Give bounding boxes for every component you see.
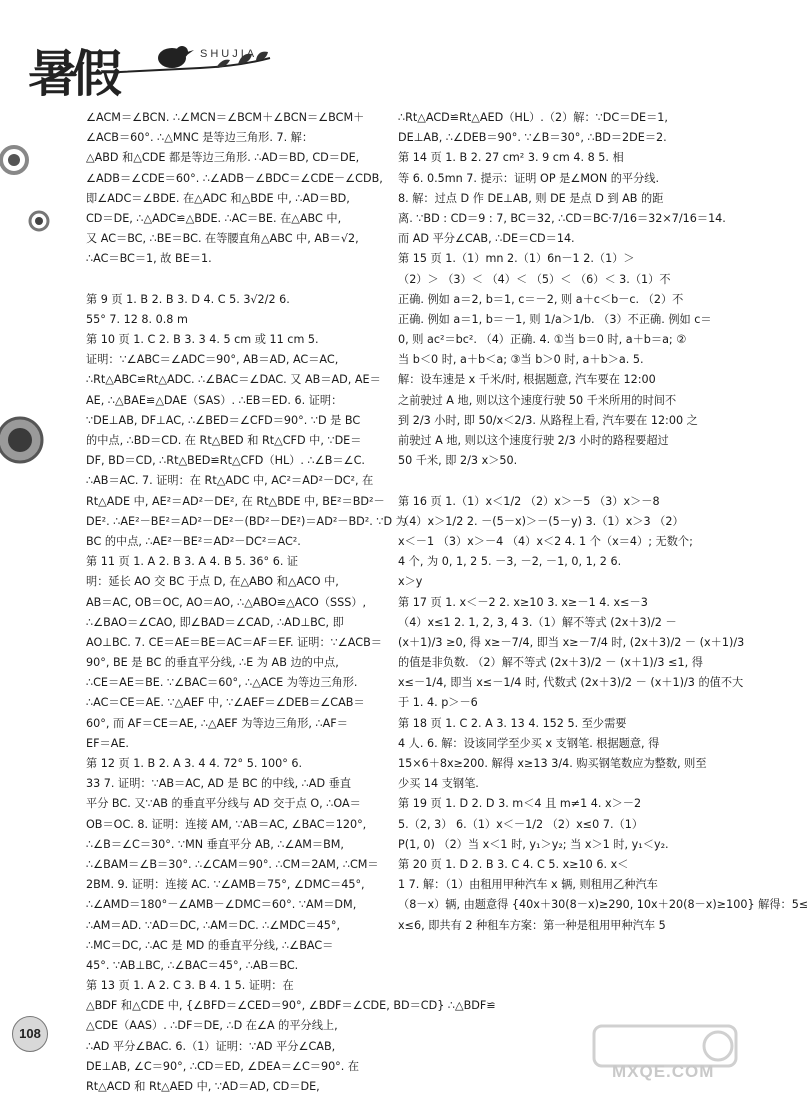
answer-line: （8－x）辆, 由题意得 {40x＋30(8－x)≥290, 10x＋20(8－x)≥100} 解得：5≤ <box>398 898 808 912</box>
answer-line: ∴Rt△ABC≌Rt△ADC. ∴∠BAC＝∠DAC. 又 AB＝AD, AE＝ <box>86 373 381 387</box>
answer-line: AE, ∴△BAE≌△DAE（SAS）. ∴EB＝ED. 6. 证明： <box>86 393 343 407</box>
answer-line: EF＝AE. <box>86 736 129 750</box>
answer-line <box>398 471 700 491</box>
answer-line: 8. 解：过点 D 作 DE⊥AB, 则 DE 是点 D 到 AB 的距 <box>398 191 664 205</box>
answer-line: ∴∠BAO＝∠CAO, 即∠BAD＝∠CAD, ∴AD⊥BC, 即 <box>86 615 344 629</box>
answer-line: 第 15 页 1.（1）mn 2.（1）6n－1 2.（1）＞ <box>398 252 635 266</box>
answer-line: 正确. 例如 a＝2, b＝1, c＝－2, 则 a＋c＜b－c. （2）不 <box>398 292 684 306</box>
answer-line: 等 6. 0.5mn 7. 提示：证明 OP 是∠MON 的平分线. <box>398 171 660 185</box>
answer-line: 第 19 页 1. D 2. D 3. m＜4 且 m≠1 4. x＞－2 <box>398 797 642 811</box>
answer-line: 第 9 页 1. B 2. B 3. D 4. C 5. 3√2/2 6. <box>86 292 290 306</box>
answer-line: P(1, 0) （2）当 x＜1 时, y₁＞y₂; 当 x＞1 时, y₁＜y₂. <box>398 837 669 851</box>
answer-line: 于 1. 4. p＞－6 <box>398 696 478 710</box>
answer-line: 4 个, 为 0, 1, 2 5. －3, －2, －1, 0, 1, 2 6. <box>398 555 622 569</box>
answer-line: ∵DE⊥AB, DF⊥AC, ∴∠BED＝∠CFD＝90°. ∵D 是 BC <box>86 413 361 427</box>
answer-line: DE⊥AB, ∴∠DEB＝90°. ∵∠B＝30°, ∴BD＝2DE＝2. <box>398 131 667 145</box>
answer-line: 0, 则 ac²＝bc². （4）正确. 4. ①当 b＝0 时, a＋b＝a; ② <box>398 333 687 347</box>
answer-line: CD＝DE, ∴△ADC≌△BDE. ∴AC＝BE. 在△ABC 中, <box>86 211 342 225</box>
answer-line: 90°, BE 是 BC 的垂直平分线, ∴E 为 AB 边的中点, <box>86 656 339 670</box>
answer-line: 5.（2, 3） 6.（1）x＜－1/2 （2）x≤0 7.（1） <box>398 817 644 831</box>
answer-line: △BDF 和△CDE 中, {∠BFD＝∠CED＝90°, ∠BDF＝∠CDE, BD＝CD} ∴△BDF≌ <box>86 999 496 1013</box>
answer-line: 正确. 例如 a＝1, b＝－1, 则 1/a＞1/b. （3）不正确. 例如 c＝ <box>398 312 712 326</box>
answer-line: DF, BD＝CD, ∴Rt△BED≌Rt△CFD（HL）. ∴∠B＝∠C. <box>86 454 365 468</box>
answer-line: 当 b＜0 时, a＋b＜a; ③当 b＞0 时, a＋b＞a. 5. <box>398 353 644 367</box>
answer-line: （4）x＞1/2 2. －(5－x)＞－(5－y) 3.（1）x＞3 （2） <box>398 514 684 528</box>
answer-line: 的中点, ∴BD＝CD. 在 Rt△BED 和 Rt△CFD 中, ∵DE＝ <box>86 434 362 447</box>
answer-line: 第 12 页 1. B 2. A 3. 4 4. 72° 5. 100° 6. <box>86 757 303 770</box>
answer-line: ∴MC＝DC, ∴AC 是 MD 的垂直平分线, ∴∠BAC＝ <box>86 938 334 952</box>
answer-line: 解：设车速是 x 千米/时, 根据题意, 汽车要在 12:00 <box>398 373 656 387</box>
page-number: 108 <box>12 1016 48 1052</box>
answer-line: x≤－1/4, 即当 x≤－1/4 时, 代数式 (2x＋3)/2 － (x＋1)/3 的值不大 <box>398 676 744 690</box>
answer-line: ∴CE＝AE＝BE. ∵∠BAC＝60°, ∴△ACE 为等边三角形. <box>86 676 358 690</box>
answer-line: x＜－1 （3）x＞－4 （4）x＜2 4. 1 个（x＝4）; 无数个; <box>398 534 693 548</box>
answer-line: （4）x≤1 2. 1, 2, 3, 4 3.（1）解不等式 (2x＋3)/2 － <box>398 615 677 629</box>
answer-line: ∠ACB＝60°. ∴△MNC 是等边三角形. 7. 解： <box>86 131 314 145</box>
answer-line: ∴∠B＝∠C＝30°. ∵MN 垂直平分 AB, ∴∠AM＝BM, <box>86 837 344 851</box>
answer-line: Rt△ADE 中, AE²＝AD²－DE², 在 Rt△BDE 中, BE²＝BD²－ <box>86 494 385 508</box>
answer-line: DE². ∴AE²－BE²＝AD²－DE²－(BD²－DE²)＝AD²－BD². ∵D 为 <box>86 514 407 528</box>
answer-line: 之前驶过 A 地, 则以这个速度行驶 50 千米所用的时间不 <box>398 393 677 407</box>
answer-line: ∠ADB＝∠CDE＝60°. ∴∠ADB－∠BDC＝∠CDE－∠CDB, <box>86 171 383 185</box>
answer-line: 45°. ∵AB⊥BC, ∴∠BAC＝45°, ∴AB＝BC. <box>86 958 299 972</box>
answer-line: 证明：∵∠ABC＝∠ADC＝90°, AB＝AD, AC＝AC, <box>86 353 339 367</box>
answer-line: x＞y <box>398 575 423 589</box>
answer-line: ∴AC＝CE＝AE. ∵△AEF 中, ∵∠AEF＝∠DEB＝∠CAB＝ <box>86 696 365 710</box>
answer-line: 第 20 页 1. D 2. B 3. C 4. C 5. x≥10 6. x＜ <box>398 857 629 871</box>
answer-line: ∴AM＝AD. ∵AD＝DC, ∴AM＝DC. ∴∠MDC＝45°, <box>86 918 341 932</box>
right-answer-column <box>398 108 808 936</box>
answer-line: 2BM. 9. 证明：连接 AC. ∵∠AMB＝75°, ∠DMC＝45°, <box>86 878 365 892</box>
answer-line: x≤6, 即共有 2 种租车方案：第一种是租用甲种汽车 5 <box>398 918 666 932</box>
ring-decoration-icon <box>0 140 36 180</box>
watermark-text: MXQE.COM <box>612 1062 715 1081</box>
answer-line: 离. ∵BD : CD＝9 : 7, BC＝32, ∴CD＝BC·7/16＝32×7/16＝14. <box>398 211 726 225</box>
answer-line: 又 AC＝BC, ∴BE＝BC. 在等腰直角△ABC 中, AB＝√2, <box>86 232 359 246</box>
bird-branch-icon <box>120 28 280 98</box>
answer-line: 60°, 而 AF＝CE＝AE, ∴△AEF 为等边三角形, ∴AF＝ <box>86 716 348 730</box>
answer-line <box>86 270 374 290</box>
answer-line: 而 AD 平分∠CAB, ∴DE＝CD＝14. <box>398 232 575 246</box>
answer-line: 第 11 页 1. A 2. B 3. A 4. B 5. 36° 6. 证 <box>86 555 299 569</box>
answer-line: Rt△ACD 和 Rt△AED 中, ∵AD＝AD, CD＝DE, <box>86 1080 320 1093</box>
answer-line: ∠ACM＝∠BCN. ∴∠MCN＝∠BCM＋∠BCN＝∠BCM＋ <box>86 111 365 124</box>
answer-line: 第 16 页 1.（1）x＜1/2 （2）x＞－5 （3）x＞－8 <box>398 494 660 508</box>
answer-line: △ABD 和△CDE 都是等边三角形. ∴AD＝BD, CD＝DE, <box>86 151 360 165</box>
answer-line: ∴∠AMD＝180°－∠AMB－∠DMC＝60°. ∵AM＝DM, <box>86 898 357 912</box>
answer-line: AB＝AC, OB＝OC, AO＝AO, ∴△ABO≌△ACO（SSS）, <box>86 595 367 609</box>
answer-line: 4 人. 6. 解：设该同学至少买 x 支钢笔. 根据题意, 得 <box>398 736 660 750</box>
answer-line: 前驶过 A 地, 则以这个速度行驶 2/3 小时的路程要超过 <box>398 434 669 447</box>
brand-subtitle: SHUJIA <box>200 48 258 60</box>
answer-line: ∴AB＝AC. 7. 证明：在 Rt△ADC 中, AC²＝AD²－DC², 在 <box>86 474 374 488</box>
brand-title: 暑假 <box>28 44 116 103</box>
answer-line: 第 13 页 1. A 2. C 3. B 4. 1 5. 证明：在 <box>86 979 294 993</box>
answer-line: △CDE（AAS）. ∴DF＝DE, ∴D 在∠A 的平分线上, <box>86 1019 338 1033</box>
answer-line: 少买 14 支钢笔. <box>398 777 479 791</box>
answer-line: （2）＞ （3）＜ （4）＜ （5）＜ （6）＜ 3.（1）不 <box>398 272 671 286</box>
answer-line: 第 17 页 1. x＜－2 2. x≥10 3. x≥－1 4. x≤－3 <box>398 595 648 609</box>
large-ring-decoration-icon <box>0 410 50 470</box>
answer-line: ∴Rt△ACD≌Rt△AED（HL）.（2）解：∵DC＝DE＝1, <box>398 111 668 124</box>
answer-line: 55° 7. 12 8. 0.8 m <box>86 312 188 326</box>
answer-line: 的值是非负数. （2）解不等式 (2x＋3)/2 － (x＋1)/3 ≤1, 得 <box>398 656 703 670</box>
answer-line: ∴AC＝BC＝1, 故 BE＝1. <box>86 252 212 266</box>
answer-line: 即∠ADC＝∠BDE. 在△ADC 和△BDE 中, ∴AD＝BD, <box>86 191 350 205</box>
answer-line: BC 的中点, ∴AE²－BE²＝AD²－DC²＝AC². <box>86 534 301 548</box>
page-header <box>0 0 750 110</box>
answer-line: 第 10 页 1. C 2. B 3. 3 4. 5 cm 或 11 cm 5. <box>86 333 319 347</box>
answer-line: ∴AD 平分∠BAC. 6.（1）证明：∵AD 平分∠CAB, <box>86 1039 336 1053</box>
answer-line: 平分 BC. 又∵AB 的垂直平分线与 AD 交于点 O, ∴OA＝ <box>86 797 361 811</box>
answer-line: 到 2/3 小时, 即 50/x＜2/3. 从路程上看, 汽车要在 12:00 之 <box>398 413 698 427</box>
answer-line: 第 14 页 1. B 2. 27 cm² 3. 9 cm 4. 8 5. 相 <box>398 151 624 165</box>
answer-line: 第 18 页 1. C 2. A 3. 13 4. 152 5. 至少需要 <box>398 716 627 730</box>
answer-line: AO⊥BC. 7. CE＝AE＝BE＝AC＝AF＝EF. 证明：∵∠ACB＝ <box>86 635 382 649</box>
answer-line: OB＝OC. 8. 证明：连接 AM, ∵AB＝AC, ∠BAC＝120°, <box>86 817 367 831</box>
answer-line: 明：延长 AO 交 BC 于点 D, 在△ABO 和△ACO 中, <box>86 575 339 589</box>
answer-line: 50 千米, 即 2/3 x＞50. <box>398 454 518 468</box>
answer-line: 33 7. 证明：∵AB＝AC, AD 是 BC 的中线, ∴AD 垂直 <box>86 777 352 791</box>
answer-line: ∴∠BAM＝∠B＝30°. ∴∠CAM＝90°. ∴CM＝2AM, ∴CM＝ <box>86 857 379 871</box>
answer-line: 1 7. 解：（1）由租用甲种汽车 x 辆, 则租用乙种汽车 <box>398 878 658 892</box>
answer-line: DE⊥AB, ∠C＝90°, ∴CD＝ED, ∠DEA＝∠C＝90°. 在 <box>86 1059 360 1073</box>
small-ring-decoration-icon <box>26 208 52 234</box>
answer-line: 15×6＋8x≥200. 解得 x≥13 3/4. 购买钢笔数应为整数, 则至 <box>398 757 707 770</box>
answer-line: (x＋1)/3 ≥0, 得 x≥－7/4, 即当 x≥－7/4 时, (2x＋3)/2 － (x＋1)/3 <box>398 635 745 649</box>
